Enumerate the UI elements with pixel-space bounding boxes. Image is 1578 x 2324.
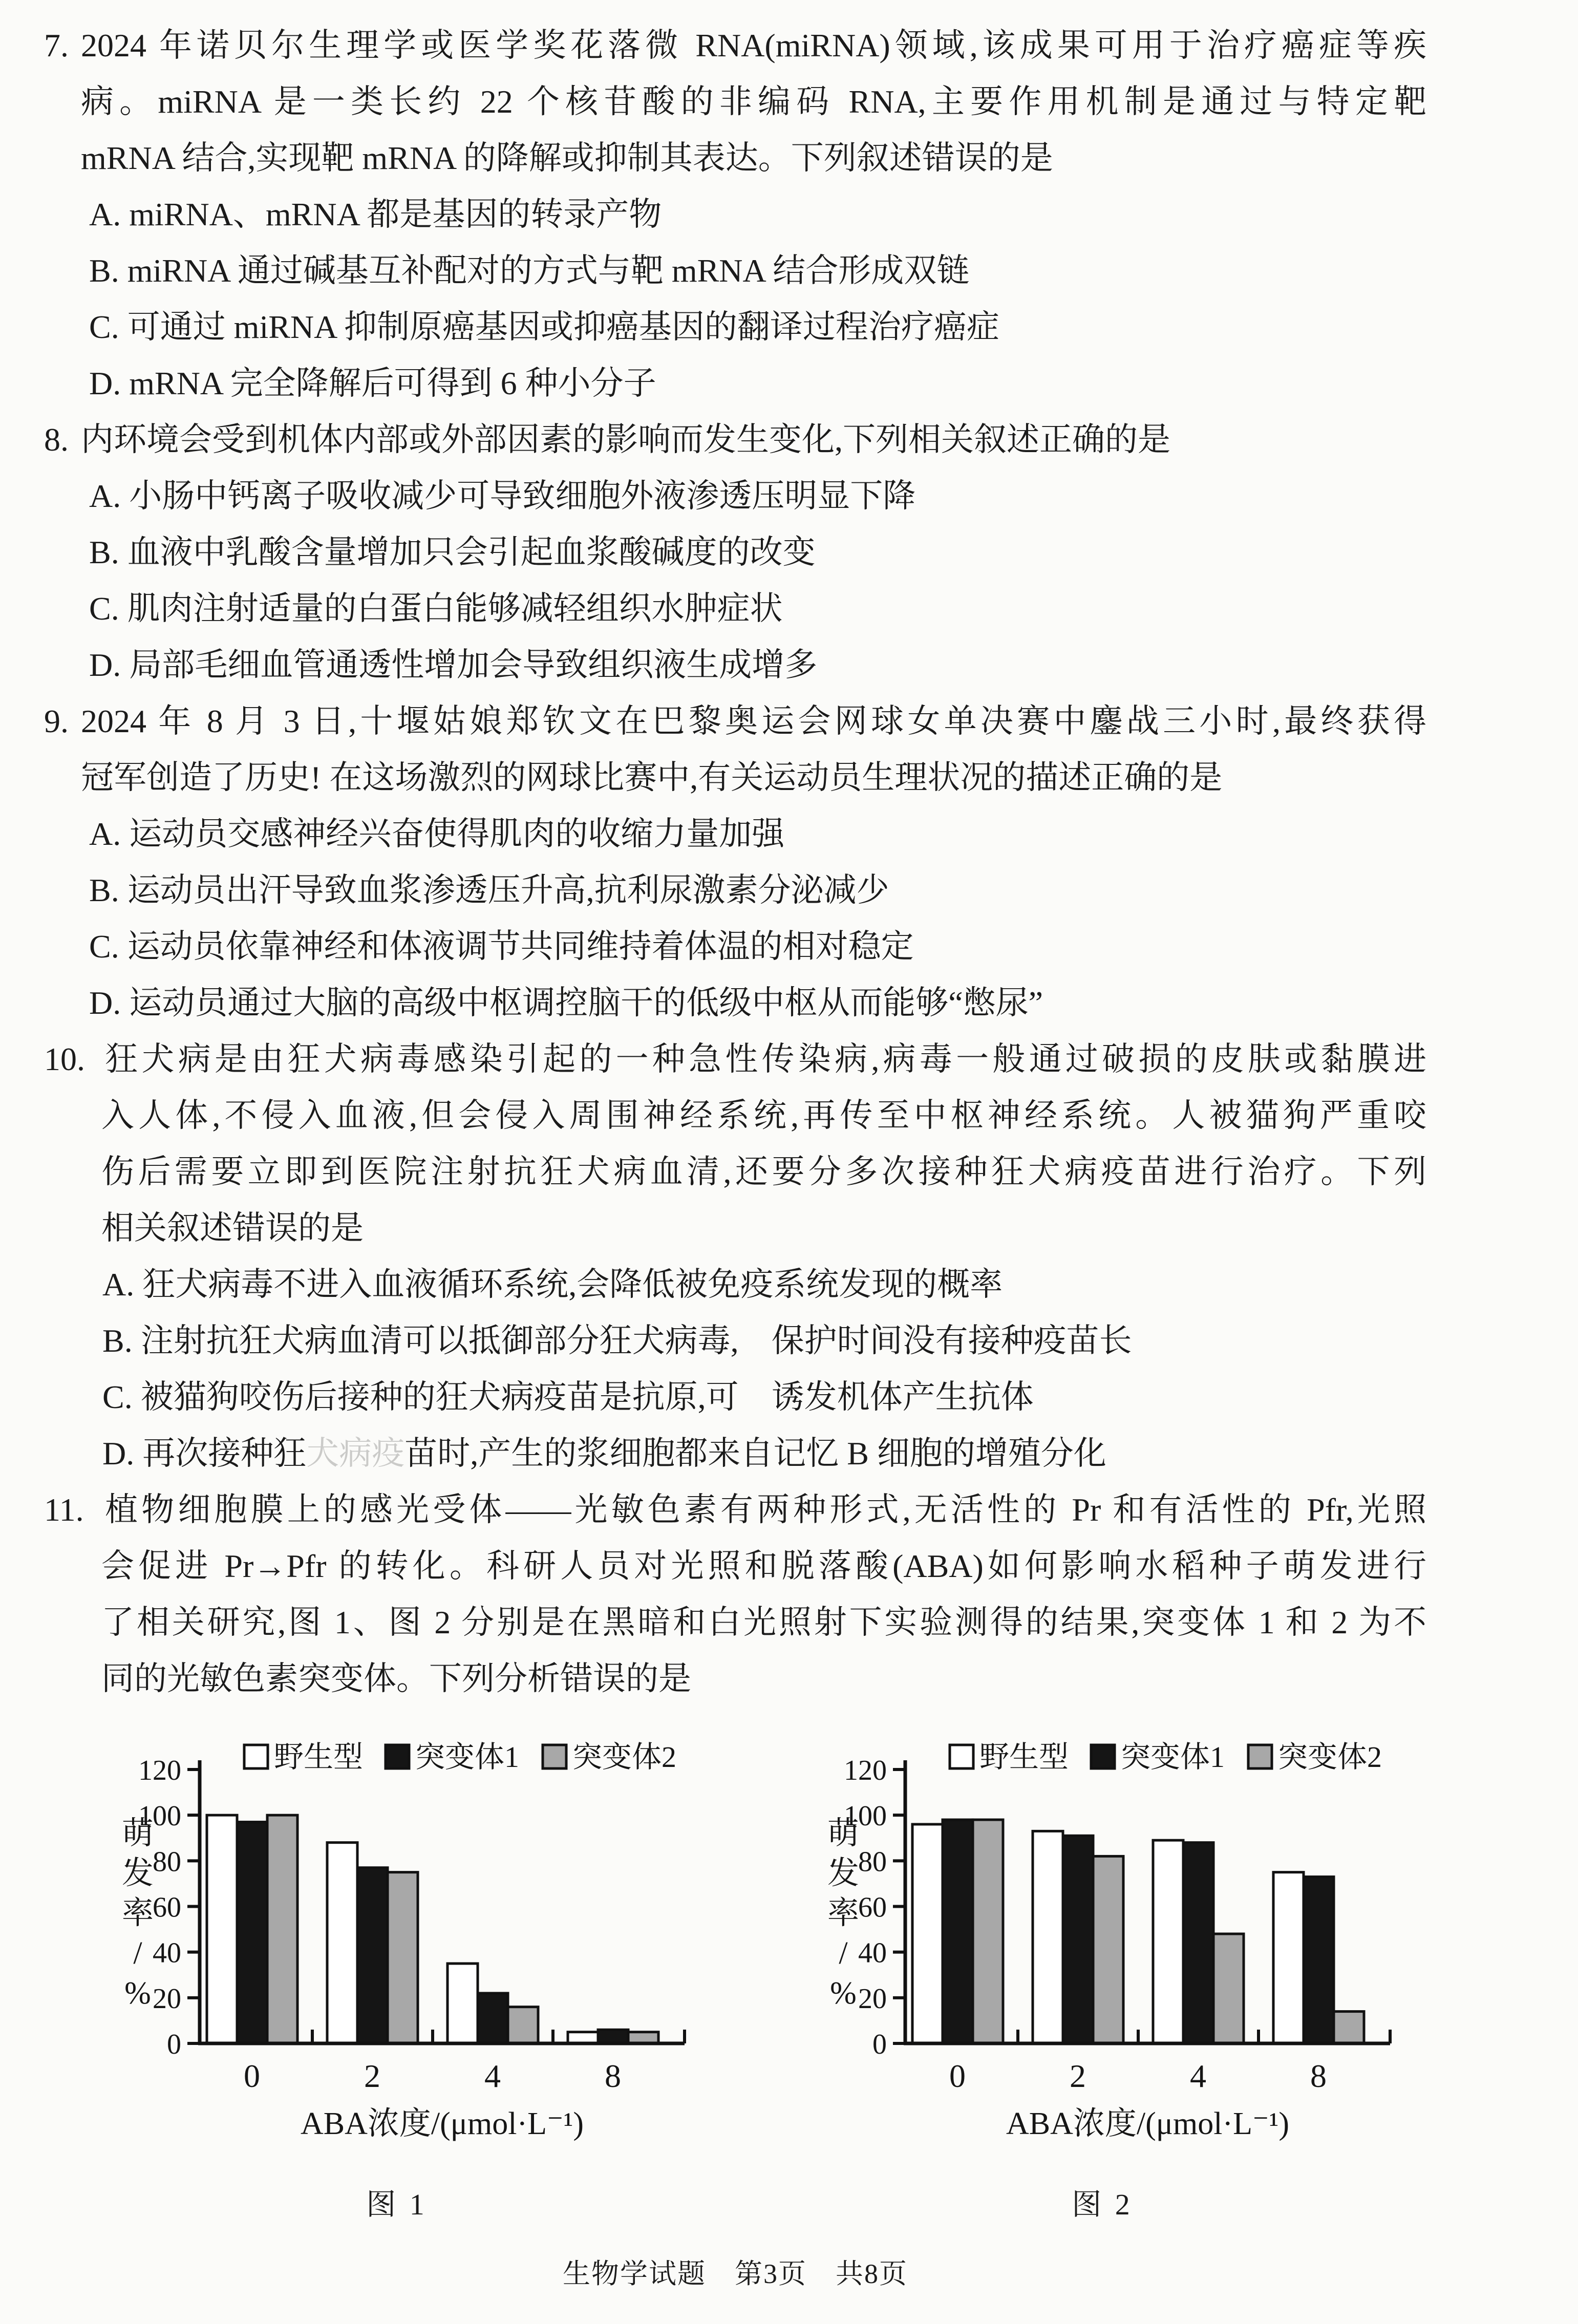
y-tick-label: 60 [858, 1891, 887, 1924]
bar-突变体2-2 [1093, 1856, 1123, 2043]
question-8 [44, 412, 1426, 693]
bar-突变体1-0 [237, 1822, 267, 2043]
y-axis-title-char: / [133, 1936, 142, 1971]
bar-突变体1-2 [1063, 1836, 1093, 2043]
option-text: C. 被猫狗咬伤后接种的狂犬病疫苗是抗原,可 [102, 1379, 739, 1415]
question-10-option-d [44, 1425, 1426, 1482]
x-tick-label: 8 [605, 2058, 621, 2094]
x-axis-title: ABA浓度/(μmol·L⁻¹) [1006, 2106, 1289, 2141]
question-10-option-b [44, 1313, 1426, 1369]
question-number: 7. [44, 27, 69, 63]
question-8-option-d: D. 局部毛细血管通透性增加会导致组织液生成增多 [89, 647, 818, 683]
y-axis-title-char: 发 [827, 1856, 860, 1891]
question-10-option-a: A. 狂犬病毒不进入血液循环系统,会降低被免疫系统发现的概率 [102, 1266, 1003, 1303]
question-10-stem-line [44, 1031, 1426, 1088]
y-tick-label: 120 [138, 1755, 181, 1786]
figure-2-caption: 图 2 [1072, 2188, 1133, 2221]
y-tick-label: 40 [153, 1937, 181, 1969]
stem-text: 内环境会受到机体内部或外部因素的影响而发生变化,下列相关叙述正确的是 [81, 421, 1170, 458]
x-tick-label: 0 [949, 2058, 966, 2094]
legend-label: 突变体1 [1121, 1740, 1225, 1774]
question-7-option-c: C. 可通过 miRNA 抑制原癌基因或抑癌基因的翻译过程治疗癌症 [89, 309, 999, 345]
x-tick-label: 4 [1190, 2058, 1206, 2094]
bar-突变体2-0 [973, 1820, 1003, 2043]
question-9-option-a: A. 运动员交感神经兴奋使得肌肉的收缩力量加强 [89, 816, 785, 852]
y-tick-label: 20 [858, 1982, 887, 2015]
bar-突变体2-4 [508, 2007, 538, 2043]
question-8-stem-line [44, 412, 1426, 468]
legend-swatch-2 [1091, 1745, 1115, 1768]
question-number: 11. [44, 1491, 84, 1528]
bar-野生型-2 [327, 1843, 357, 2043]
figure-2 [800, 1713, 1404, 2223]
x-tick-label: 2 [1070, 2058, 1086, 2094]
bar-突变体1-8 [598, 2030, 628, 2043]
germination-bar-chart-light [800, 1713, 1404, 2154]
question-8-option-c: C. 肌肉注射适量的白蛋白能够减轻组织水肿症状 [89, 590, 783, 627]
question-10-option-c [44, 1369, 1426, 1425]
stem-text: 2024 年诺贝尔生理学或医学奖花落微 RNA(miRNA)领域,该成果可用于治疗癌症等疾 [81, 27, 1426, 63]
x-tick-label: 4 [484, 2058, 501, 2094]
question-7-stem-line [44, 17, 1426, 74]
y-tick-label: 0 [872, 2029, 887, 2060]
option-text: 保护时间没有接种疫苗长 [771, 1323, 1132, 1359]
y-axis-title-char: 萌 [121, 1816, 154, 1851]
y-tick-label: 100 [138, 1800, 181, 1832]
legend-label: 突变体2 [572, 1740, 677, 1774]
figure-1-caption: 图 1 [366, 2188, 428, 2221]
question-10-stem-line: 伤后需要立即到医院注射抗狂犬病血清,还要分多次接种狂犬病疫苗进行治疗。下列 [101, 1154, 1426, 1190]
bar-突变体2-2 [388, 1872, 418, 2043]
bar-野生型-0 [207, 1815, 237, 2043]
bar-突变体1-4 [1183, 1843, 1213, 2043]
question-area [44, 17, 1426, 1707]
stem-text: 狂犬病是由狂犬病毒感染引起的一种急性传染病,病毒一般通过破损的皮肤或黏膜进 [101, 1041, 1426, 1077]
legend-swatch-2 [386, 1745, 409, 1768]
y-tick-label: 100 [844, 1800, 887, 1832]
stem-text: 2024 年 8 月 3 日,十堰姑娘郑钦文在巴黎奥运会网球女单决赛中鏖战三小时,最终获得 [81, 703, 1426, 739]
question-7-option-a: A. miRNA、mRNA 都是基因的转录产物 [89, 196, 662, 232]
question-8-option-b: B. 血液中乳酸含量增加只会引起血浆酸碱度的改变 [89, 534, 816, 570]
legend-swatch-3 [543, 1745, 566, 1768]
figure-1 [95, 1713, 699, 2223]
smudged-text [739, 1323, 772, 1359]
bar-野生型-2 [1033, 1831, 1063, 2043]
x-axis-title: ABA浓度/(μmol·L⁻¹) [301, 2106, 584, 2141]
legend-swatch-3 [1248, 1745, 1272, 1768]
question-7-option-d: D. mRNA 完全降解后可得到 6 种小分子 [89, 365, 656, 401]
germination-bar-chart-dark [95, 1713, 699, 2154]
y-tick-label: 80 [153, 1846, 181, 1878]
question-9-stem-line: 冠军创造了历史! 在这场激烈的网球比赛中,有关运动员生理状况的描述正确的是 [81, 759, 1223, 796]
y-tick-label: 80 [858, 1846, 887, 1878]
figures-row [0, 1705, 1578, 2231]
question-9-option-d: D. 运动员通过大脑的高级中枢调控脑干的低级中枢从而能够“憋尿” [89, 985, 1043, 1021]
question-7-stem-line: mRNA 结合,实现靶 mRNA 的降解或抑制其表达。下列叙述错误的是 [81, 140, 1053, 176]
question-number: 8. [44, 421, 69, 458]
y-tick-label: 20 [153, 1982, 181, 2015]
page-footer: 生物学试题 第3页 共8页 [563, 2258, 908, 2289]
y-axis-title-char: 发 [121, 1856, 154, 1891]
question-number: 10. [44, 1041, 85, 1077]
smudged-text [739, 1379, 772, 1415]
question-7 [44, 17, 1426, 412]
question-11-stem-line: 同的光敏色素突变体。下列分析错误的是 [101, 1660, 691, 1697]
y-tick-label: 120 [844, 1755, 887, 1786]
x-tick-label: 0 [244, 2058, 260, 2094]
y-axis-title-char: 率 [827, 1896, 860, 1931]
legend-label: 突变体1 [415, 1740, 520, 1774]
bar-野生型-4 [1153, 1840, 1183, 2043]
y-axis-title-char: % [830, 1976, 857, 2011]
bar-野生型-8 [1273, 1872, 1304, 2043]
question-10-stem-line: 相关叙述错误的是 [101, 1210, 364, 1246]
y-tick-label: 0 [167, 2029, 181, 2060]
question-11 [44, 1482, 1426, 1707]
option-text: D. 再次接种狂 [102, 1435, 307, 1472]
question-10 [44, 1031, 1426, 1482]
y-tick-label: 40 [858, 1937, 887, 1969]
option-text: B. 注射抗狂犬病血清可以抵御部分狂犬病毒, [102, 1323, 739, 1359]
legend-swatch-1 [244, 1745, 268, 1768]
question-11-stem-line: 会促进 Pr→Pfr 的转化。科研人员对光照和脱落酸(ABA)如何影响水稻种子萌发进行 [101, 1548, 1426, 1584]
y-axis-title-char: % [124, 1976, 151, 2011]
bar-突变体2-8 [1334, 2012, 1364, 2043]
question-7-option-b: B. miRNA 通过碱基互补配对的方式与靶 mRNA 结合形成双链 [89, 252, 970, 289]
bar-突变体1-8 [1304, 1877, 1334, 2043]
bar-突变体1-2 [357, 1868, 388, 2043]
question-10-stem-line: 入人体,不侵入血液,但会侵入周围神经系统,再传至中枢神经系统。人被猫狗严重咬 [101, 1097, 1426, 1134]
bar-突变体1-4 [478, 1993, 508, 2043]
y-axis-title-char: 萌 [827, 1816, 860, 1851]
question-9-option-c: C. 运动员依靠神经和体液调节共同维持着体温的相对稳定 [89, 928, 914, 965]
y-tick-label: 60 [153, 1891, 181, 1924]
question-9-option-b: B. 运动员出汗导致血浆渗透压升高,抗利尿激素分泌减少 [89, 872, 889, 908]
legend-label: 野生型 [274, 1740, 364, 1774]
question-9-stem-line [44, 693, 1426, 750]
bar-突变体2-4 [1213, 1934, 1244, 2043]
legend-label: 突变体2 [1278, 1740, 1382, 1774]
y-axis-title-char: 率 [121, 1896, 154, 1931]
bar-野生型-4 [447, 1964, 478, 2043]
y-axis-title-char: / [839, 1936, 848, 1971]
bar-突变体2-0 [267, 1815, 297, 2043]
option-text: 诱发机体产生抗体 [771, 1379, 1034, 1415]
smudged-text: 犬病疫 [306, 1435, 405, 1472]
x-tick-label: 8 [1310, 2058, 1327, 2094]
stem-text: 植物细胞膜上的感光受体——光敏色素有两种形式,无活性的 Pr 和有活性的 Pfr,光照 [101, 1491, 1426, 1528]
bar-突变体1-0 [943, 1820, 973, 2043]
question-7-stem-line: 病。miRNA 是一类长约 22 个核苷酸的非编码 RNA,主要作用机制是通过与特定靶 [81, 83, 1426, 120]
option-text: 苗时,产生的浆细胞都来自记忆 B 细胞的增殖分化 [404, 1435, 1106, 1472]
bar-野生型-0 [912, 1824, 943, 2043]
question-8-option-a: A. 小肠中钙离子吸收减少可导致细胞外液渗透压明显下降 [89, 478, 916, 514]
legend-swatch-1 [950, 1745, 973, 1768]
question-11-stem-line: 了相关研究,图 1、图 2 分别是在黑暗和白光照射下实验测得的结果,突变体 1 和 2 为不 [101, 1604, 1426, 1640]
legend-label: 野生型 [979, 1740, 1069, 1774]
question-9 [44, 693, 1426, 1031]
question-11-stem-line [44, 1482, 1426, 1538]
x-tick-label: 2 [364, 2058, 380, 2094]
question-number: 9. [44, 703, 69, 739]
